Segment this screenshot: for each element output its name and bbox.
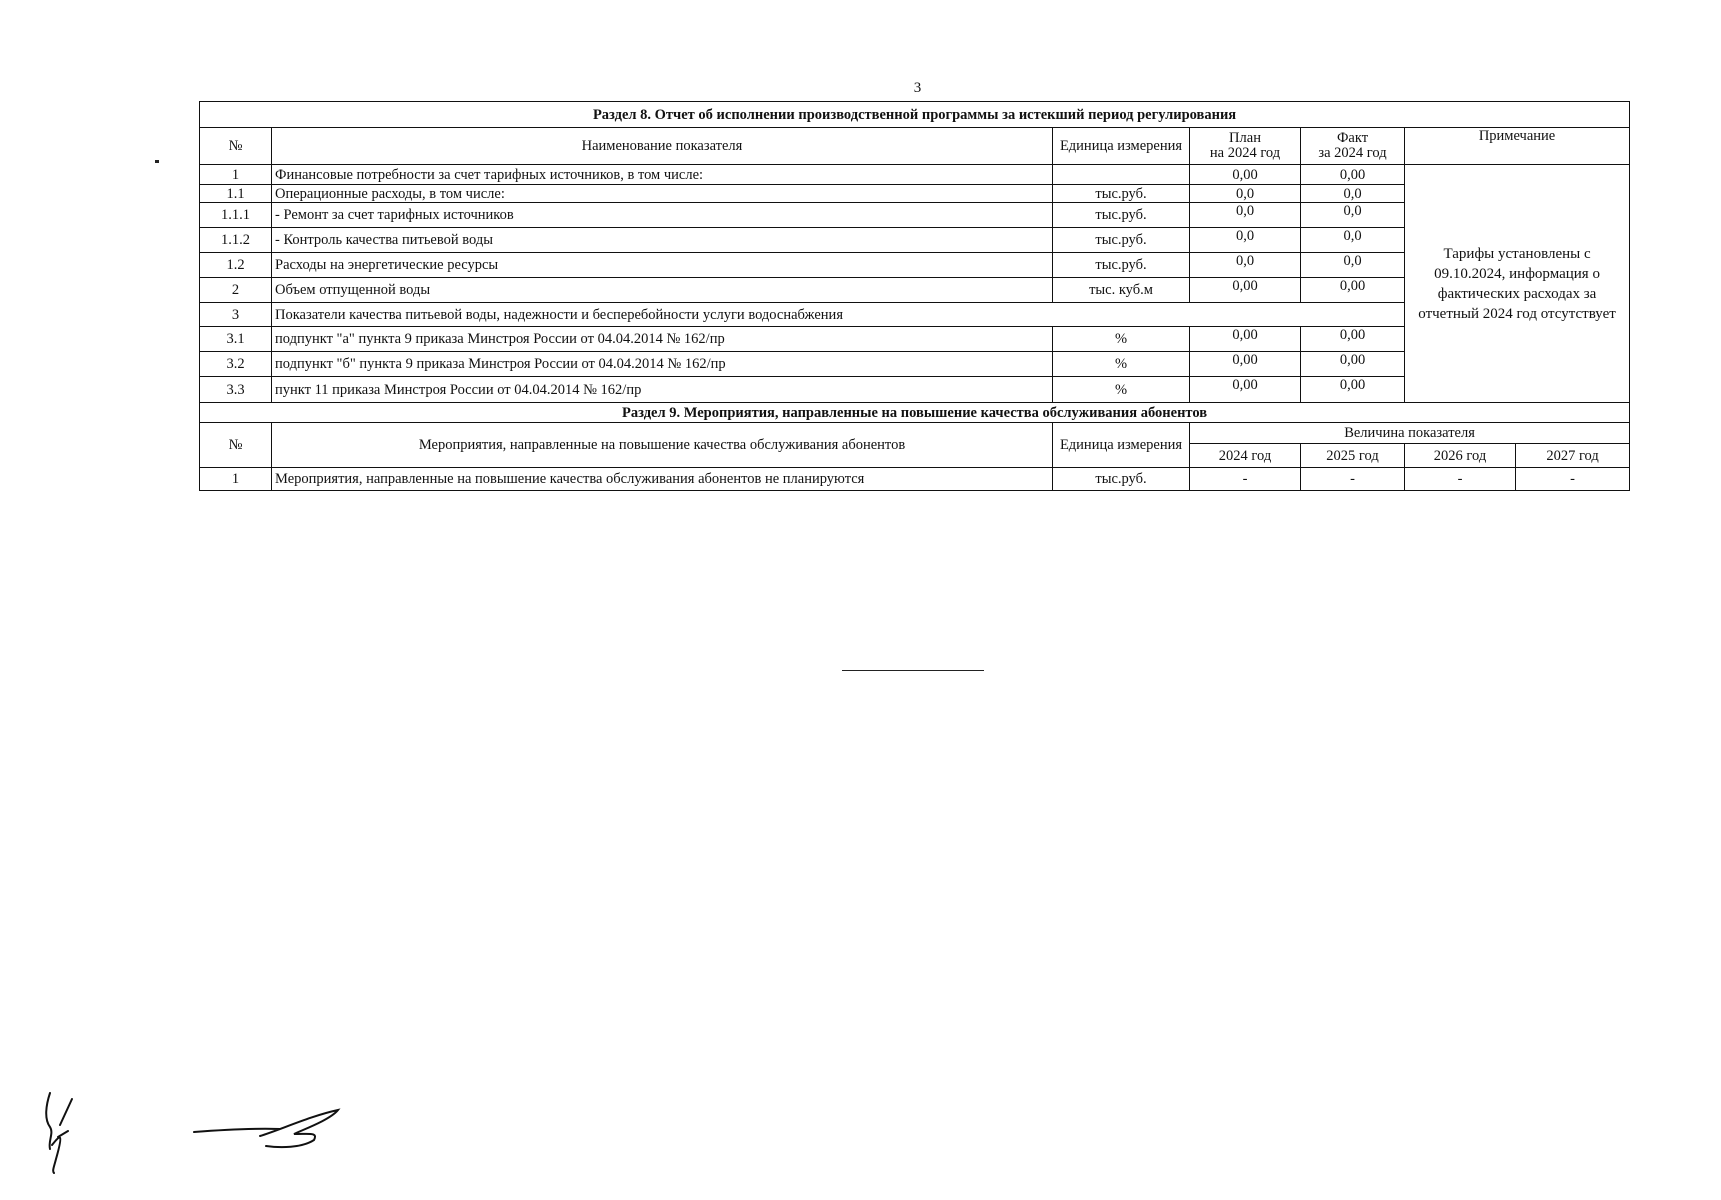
row-name: Объем отпущенной воды <box>272 278 1053 303</box>
row-fact: 0,0 <box>1301 253 1405 278</box>
header-fact-line1: Факт <box>1336 130 1369 146</box>
row-fact: 0,00 <box>1301 377 1405 403</box>
row-fact: 0,0 <box>1301 203 1405 228</box>
end-divider <box>842 670 984 671</box>
row-name: - Контроль качества питьевой воды <box>272 228 1053 253</box>
table-row <box>200 165 1630 185</box>
row-fact: 0,00 <box>1301 165 1405 185</box>
header-unit: Единица измерения <box>1053 128 1190 165</box>
header-fact <box>1301 128 1405 165</box>
row-plan: 0,00 <box>1190 278 1301 303</box>
report-table <box>199 101 1630 491</box>
row-plan: 0,00 <box>1190 352 1301 377</box>
section9-title: Раздел 9. Мероприятия, направленные на повышение качества обслуживания абонентов <box>200 403 1630 423</box>
s9-row-num: 1 <box>200 468 272 491</box>
row-name: - Ремонт за счет тарифных источников <box>272 203 1053 228</box>
row-fact: 0,0 <box>1301 228 1405 253</box>
s9-header-2027: 2027 год <box>1516 444 1630 468</box>
row-plan: 0,00 <box>1190 377 1301 403</box>
row-num: 3.2 <box>200 352 272 377</box>
row-fact: 0,00 <box>1301 278 1405 303</box>
row-unit: тыс.руб. <box>1053 253 1190 278</box>
s9-row-2025: - <box>1301 468 1405 491</box>
row-name: Операционные расходы, в том числе: <box>272 185 1053 203</box>
row-num: 2 <box>200 278 272 303</box>
s9-header-value: Величина показателя <box>1190 423 1630 444</box>
row-unit: тыс. куб.м <box>1053 278 1190 303</box>
row-plan: 0,0 <box>1190 228 1301 253</box>
note-cell: Тарифы установлены с 09.10.2024, информация о фактических расходах за отчетный 2024 год отсутствует <box>1405 165 1630 403</box>
s9-row-2027: - <box>1516 468 1630 491</box>
row-fact: 0,00 <box>1301 352 1405 377</box>
row-plan: 0,0 <box>1190 203 1301 228</box>
row-unit: % <box>1053 352 1190 377</box>
row-unit: тыс.руб. <box>1053 185 1190 203</box>
row-name: пункт 11 приказа Минстроя России от 04.04.2014 № 162/пр <box>272 377 1053 403</box>
row-name: подпункт "б" пункта 9 приказа Минстроя России от 04.04.2014 № 162/пр <box>272 352 1053 377</box>
table-row <box>200 468 1630 491</box>
section8-title: Раздел 8. Отчет об исполнении производственной программы за истекший период регулирования <box>200 102 1630 128</box>
row-name: Расходы на энергетические ресурсы <box>272 253 1053 278</box>
row-plan: 0,0 <box>1190 253 1301 278</box>
header-note: Примечание <box>1405 128 1630 165</box>
s9-header-2026: 2026 год <box>1405 444 1516 468</box>
header-name: Наименование показателя <box>272 128 1053 165</box>
row-unit: % <box>1053 327 1190 352</box>
signature <box>190 1100 350 1160</box>
row-fact: 0,00 <box>1301 327 1405 352</box>
row-unit: % <box>1053 377 1190 403</box>
row-num: 1.2 <box>200 253 272 278</box>
initials-signature <box>42 1085 82 1175</box>
row-num: 1 <box>200 165 272 185</box>
row-num: 1.1.1 <box>200 203 272 228</box>
row-unit: тыс.руб. <box>1053 228 1190 253</box>
row-plan: 0,00 <box>1190 327 1301 352</box>
header-plan-line2: на 2024 год <box>1209 145 1281 161</box>
s9-row-unit: тыс.руб. <box>1053 468 1190 491</box>
s9-header-2024: 2024 год <box>1190 444 1301 468</box>
row-plan: 0,00 <box>1190 165 1301 185</box>
header-fact-line2: за 2024 год <box>1318 145 1387 161</box>
row-plan: 0,0 <box>1190 185 1301 203</box>
s9-row-name: Мероприятия, направленные на повышение качества обслуживания абонентов не планируются <box>272 468 1053 491</box>
row-name: Показатели качества питьевой воды, надежности и бесперебойности услуги водоснабжения <box>272 303 1405 327</box>
s9-row-2024: - <box>1190 468 1301 491</box>
s9-header-unit: Единица измерения <box>1053 423 1190 468</box>
row-num: 1.1 <box>200 185 272 203</box>
row-num: 3.1 <box>200 327 272 352</box>
row-fact: 0,0 <box>1301 185 1405 203</box>
header-num: № <box>200 128 272 165</box>
row-name: подпункт "а" пункта 9 приказа Минстроя России от 04.04.2014 № 162/пр <box>272 327 1053 352</box>
s9-header-name: Мероприятия, направленные на повышение качества обслуживания абонентов <box>272 423 1053 468</box>
header-plan-line1: План <box>1229 130 1261 146</box>
row-unit: тыс.руб. <box>1053 203 1190 228</box>
row-num: 3.3 <box>200 377 272 403</box>
s9-row-2026: - <box>1405 468 1516 491</box>
header-plan <box>1190 128 1301 165</box>
row-unit <box>1053 165 1190 185</box>
s9-header-2025: 2025 год <box>1301 444 1405 468</box>
scan-mark <box>155 160 159 163</box>
row-num: 1.1.2 <box>200 228 272 253</box>
row-num: 3 <box>200 303 272 327</box>
s9-header-num: № <box>200 423 272 468</box>
row-name: Финансовые потребности за счет тарифных источников, в том числе: <box>272 165 1053 185</box>
page-number: 3 <box>913 80 922 96</box>
